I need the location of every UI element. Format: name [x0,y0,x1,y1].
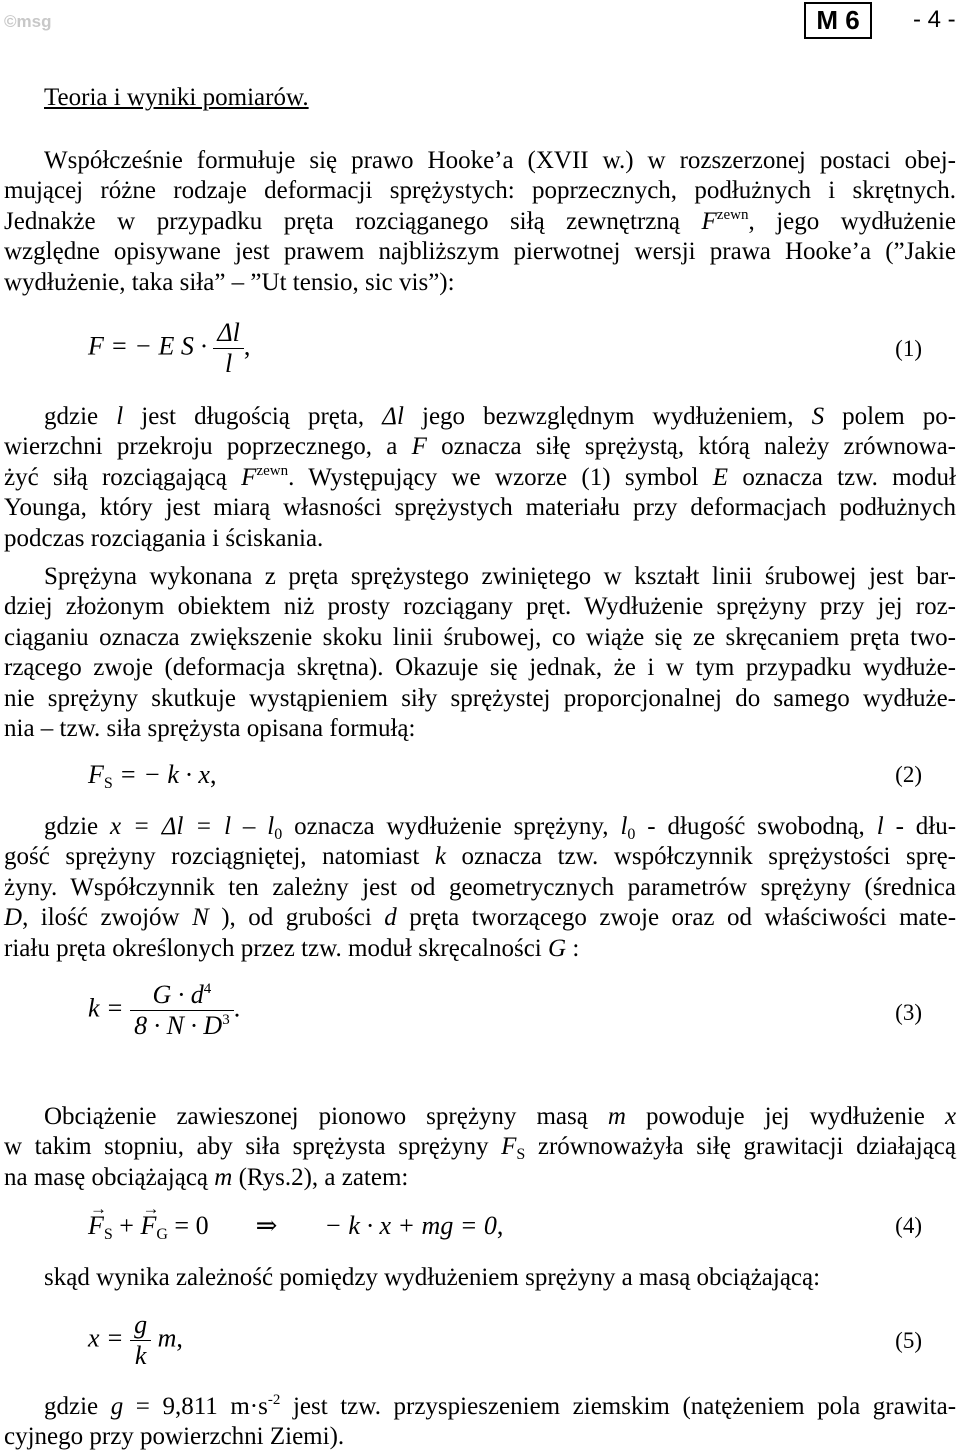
math-symbol: x [944,1103,957,1130]
fraction [213,318,243,379]
text-fragment: jego bezwzględnym wydłużeniem, [422,403,794,430]
fraction-numerator [130,980,234,1010]
equation-rhs: − k · x + mg = 0 [324,1211,497,1240]
text-fragment: gość sprężyny rozciągniętej, natomiast [4,843,420,871]
equation-trail: , [209,760,217,789]
text-fragment: , jego wydłużenie [748,207,957,235]
text-fragment: powoduje jej wydłużenie [646,1103,925,1130]
text-fragment: ), od grubości [221,904,372,932]
paragraph-definitions [4,402,956,554]
math-expression: x = Δl = l – l [110,813,275,840]
equation-number: (2) [895,762,922,787]
superscript: zewn [256,462,289,479]
text-line [4,402,956,432]
equation-trail: , [243,331,251,361]
text-fragment: gdzie [44,813,99,840]
fraction-denominator [130,1010,234,1041]
text-fragment: , ilość zwojów [22,904,180,932]
equation-trail: . [233,993,241,1023]
text-line [4,207,956,237]
operator: + [119,1211,134,1240]
equation-lhs: F = − E S · [88,331,207,361]
page-number: - 4 - [913,6,956,33]
text-fragment: pręta tworzącego zwoje oraz od właściwości mate- [409,904,957,932]
subscript: 0 [274,826,283,843]
text-line: rzącego zwoje (deformacja skrętna). Okazuje się jednak, że i w tym przypadku wydłuże- [4,654,956,682]
fraction [130,1310,151,1371]
module-badge: M 6 [804,2,872,39]
math-symbol: l [620,813,628,840]
paragraph-spring [4,562,956,744]
text-fragment: gdzie [44,1393,99,1420]
math-symbol: S [811,403,825,430]
text-line [4,934,956,964]
text-line: mującej różne rodzaje deformacji sprężystych: poprzecznych, podłużnych i skrętnych. [4,177,956,205]
math-symbol: F [701,207,717,235]
text-fragment: żyć siłą rozciągającą [4,463,227,491]
equation-lhs: k = [88,993,124,1023]
subscript: S [516,1146,526,1164]
fraction [130,980,234,1041]
text-fragment: jest tzw. przyspieszeniem ziemskim (natężeniem pola grawita- [292,1393,957,1420]
text-fragment: na masę obciążającą [4,1163,209,1191]
text-fragment: (Rys.2), a zatem: [238,1163,409,1191]
text-line [4,903,956,933]
equation-rhs: = − k · x [119,760,210,789]
paragraph-loaded-spring [4,1102,956,1193]
math-symbol: Δl [382,403,404,430]
vector-symbol: → F [140,1211,156,1241]
equation-number: (3) [895,1000,922,1025]
text-fragment: . Występujący we wzorze (1) symbol [288,463,699,491]
copyright-mark: ©msg [4,12,52,31]
text-line: cyjnego przy powierzchni Ziemi). [4,1423,345,1451]
text-line [4,812,956,842]
equation-number: (1) [895,336,922,361]
equation-number: (4) [895,1213,922,1238]
text-line: żyny. Współczynnik ten zależny jest od geometrycznych parametrów sprężyny (średnica [4,873,956,901]
math-symbol: F [241,463,257,491]
vector-symbol: → F [88,1211,104,1241]
superscript: zewn [716,206,749,223]
text-line: Sprężyna wykonana z pręta sprężystego zwiniętego w kształt linii śrubowej jest bar- [44,563,956,590]
text-line [4,1163,956,1193]
text-fragment: w takim stopniu, aby siła sprężysta sprężyny [4,1133,489,1161]
paragraph-gravity [4,1392,956,1453]
text-line: wydłużenie, taka siła” – ”Ut tensio, sic vis”): [4,268,455,296]
subscript: 0 [627,826,636,843]
text-fragment: oznacza tzw. współczynnik sprężystości sprę- [461,843,956,871]
math-symbol: F [501,1133,517,1161]
math-symbol: l [876,813,884,840]
math-symbol: F [88,760,104,789]
math-expression: G · d [152,980,204,1009]
fraction-numerator: g [134,1310,148,1339]
math-symbol: m [214,1163,233,1191]
text-fragment: - długość swobodną, [647,813,865,840]
math-symbol: E [712,463,729,491]
math-symbol: d [384,904,397,932]
text-line: nie sprężyny skutkuje wystąpieniem siły sprężystej proporcjonalnej do samego wydłuże- [4,684,956,712]
math-expression: 8 · N · D [134,1011,223,1040]
text-line: skąd wynika zależność pomiędzy wydłużeniem sprężyny a masą obciążającą: [44,1264,821,1291]
paragraph-spring-constant [4,812,956,964]
paragraph-hooke-intro [4,146,956,298]
equation-trail: , [496,1211,504,1240]
text-fragment: riału pręta określonych przez tzw. moduł skręcalności [4,934,542,962]
text-line: nia – tzw. siła sprężysta opisana formułą: [4,714,416,742]
superscript: 4 [203,981,212,997]
subscript: G [156,1226,168,1243]
text-fragment: jest długością pręta, [141,403,365,430]
text-fragment: - dłu- [895,813,957,840]
text-fragment: polem po- [842,403,957,430]
text-line: podczas rozciągania i ściskania. [4,524,324,552]
text-fragment: Jednakże w przypadku pręta rozciąganego siłą zewnętrzną [4,207,680,235]
text-line [4,463,956,493]
text-line: Współcześnie formułuje się prawo Hooke’a (XVII w.) w rozszerzonej postaci obej- [44,147,956,174]
equation-4 [88,1211,503,1241]
text-fragment: : [572,934,580,962]
math-symbol: m [607,1103,626,1130]
text-fragment: Obciążenie zawieszonej pionowo sprężyny masą [44,1103,588,1130]
equation-3 [88,980,240,1041]
paragraph-relation [4,1263,956,1293]
text-fragment: oznacza tzw. moduł [742,463,956,491]
text-fragment: zrównoważyła siłę grawitacji działającą [537,1133,956,1161]
text-fragment: gdzie [44,403,99,430]
math-symbol: k [434,843,446,871]
fraction-denominator: l [213,348,243,379]
implies-symbol: ⇒ [255,1211,278,1240]
equation-trail: , [176,1323,183,1353]
text-line: względne opisywane jest prawem najbliższym pierwotnej wersji prawa Hooke’a (”Jakie [4,238,956,266]
math-symbol: g [110,1393,124,1420]
fraction-numerator: Δl [217,318,240,347]
text-line: ciąganiu oznacza zwiększenie skoku linii śrubowej, co wiąże się ze skręcaniem pręta two- [4,623,956,651]
text-line: dziej złożonym obiektem niż prosty rozciągany pręt. Wydłużenie sprężyny przy jej roz- [4,593,956,621]
section-title: Teoria i wyniki pomiarów. [44,84,309,111]
equation-rhs: m [157,1323,177,1353]
math-symbol: N [192,904,209,932]
subscript: S [103,1226,113,1243]
text-fragment: wierzchni przekroju poprzecznego, a [4,433,398,461]
math-symbol: l [116,403,124,430]
math-symbol: D [4,904,23,932]
superscript: 3 [222,1012,230,1028]
equation-lhs: x = [88,1323,124,1353]
text-line [4,1102,956,1132]
subscript: S [103,775,113,792]
text-fragment: oznacza wydłużenie sprężyny, [294,813,609,840]
text-line [4,1392,956,1422]
text-line: Younga, który jest miarą własności sprężystych materiału przy deformacjach podłużnych [4,494,956,522]
equation-5 [88,1310,183,1371]
equation-number: (5) [895,1328,922,1353]
superscript: -2 [267,1392,281,1408]
text-line [4,432,956,462]
math-symbol: F [411,433,427,461]
text-fragment: = 9,811 m·s [135,1393,268,1420]
text-line [4,1132,956,1162]
math-symbol: G [548,934,567,962]
text-fragment: oznacza siłę sprężystą, którą należy zrównowa- [441,433,957,461]
equation-2 [88,760,216,790]
text-line [4,842,956,872]
fraction-denominator: k [130,1340,151,1371]
equation-1 [88,318,250,379]
equation-part: = 0 [174,1211,209,1240]
